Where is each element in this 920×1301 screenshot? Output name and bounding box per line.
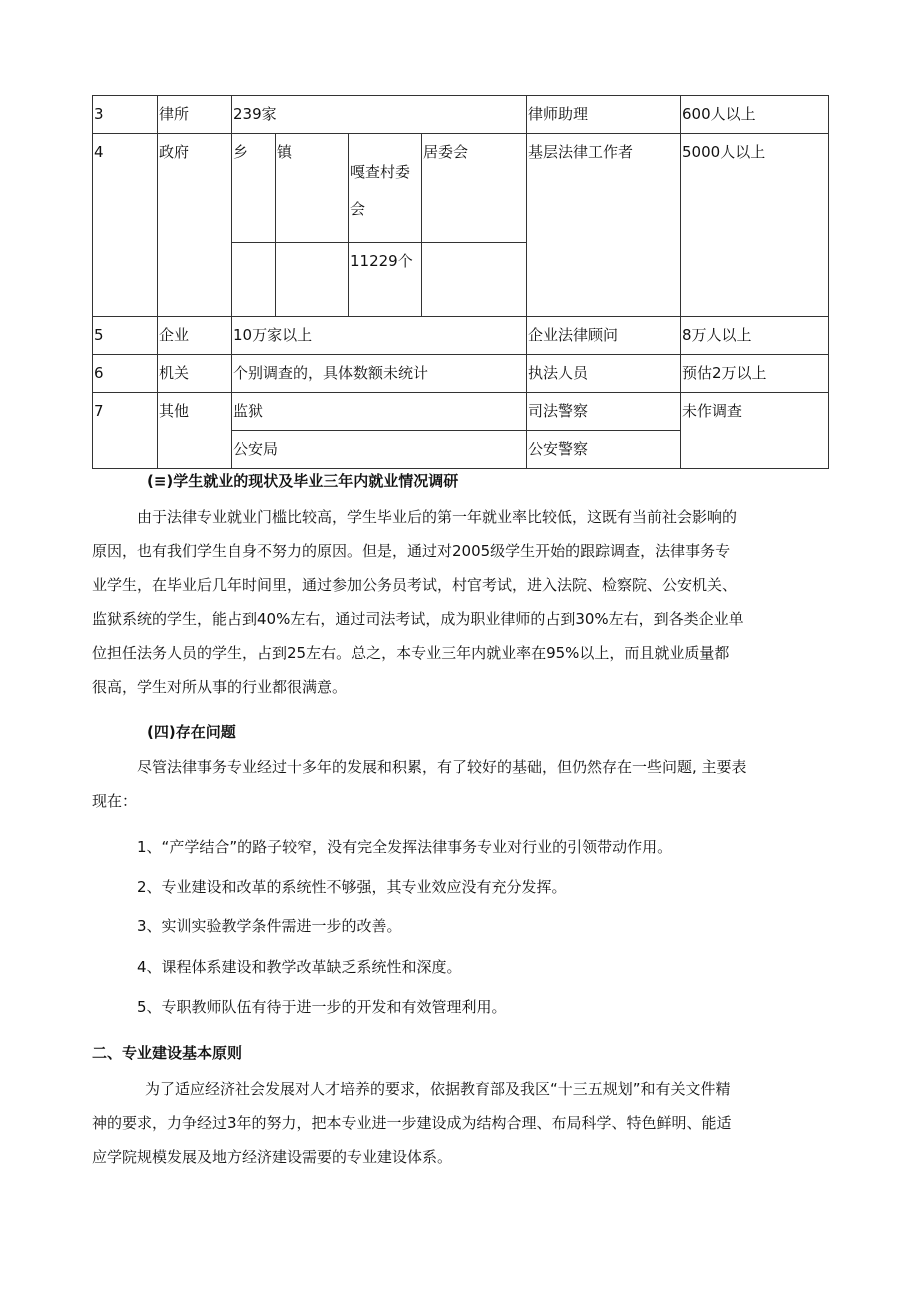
cell-no: 6 <box>93 355 158 393</box>
cell-role: 基层法律工作者 <box>527 134 681 317</box>
cell-sub-header: 乡 <box>232 134 276 243</box>
list-item: 5、专职教师队伍有待于进一步的开发和有效管理利用。 <box>137 998 507 1016</box>
cell-no: 7 <box>93 393 158 469</box>
cell-role: 执法人员 <box>527 355 681 393</box>
section3-heading: (≡)学生就业的现状及毕业三年内就业情况调研 <box>147 472 459 490</box>
paragraph-line: 监狱系统的学生，能占到40%左右，通过司法考试，成为职业律师的占到30%左右，到各类企业单 <box>92 610 744 628</box>
paragraph-line: 由于法律专业就业门槛比较高，学生毕业后的第一年就业率比较低，这既有当前社会影响的 <box>137 508 738 526</box>
cell-type: 其他 <box>158 393 232 469</box>
cell-type: 律所 <box>158 96 232 134</box>
paragraph-line: 尽管法律事务专业经过十多年的发展和积累，有了较好的基础，但仍然存在一些问题, 主要表 <box>137 758 747 776</box>
cell-no: 5 <box>93 317 158 355</box>
cell-type: 机关 <box>158 355 232 393</box>
cell-demand: 5000人以上 <box>681 134 829 317</box>
paragraph-line: 现在： <box>92 792 138 810</box>
paragraph-line: 原因，也有我们学生自身不努力的原因。但是，通过对2005级学生开始的跟踪调查，法律事务专 <box>92 542 731 560</box>
list-item: 1、“产学结合”的路子较窄，没有完全发挥法律事务专业对行业的引领带动作用。 <box>137 838 673 856</box>
table-row <box>93 393 829 431</box>
paragraph-line: 为了适应经济社会发展对人才培养的要求，依据教育部及我区“十三五规划”和有关文件精 <box>145 1080 731 1098</box>
cell-sub-value <box>276 243 349 317</box>
cell-no: 4 <box>93 134 158 317</box>
cell-type: 政府 <box>158 134 232 317</box>
paragraph-line: 业学生，在毕业后几年时间里，通过参加公务员考试，村官考试，进入法院、检察院、公安机关、 <box>92 576 738 594</box>
cell-demand: 8万人以上 <box>681 317 829 355</box>
table-row <box>93 134 829 243</box>
cell-no: 3 <box>93 96 158 134</box>
cell-count: 监狱 <box>232 393 527 431</box>
list-item: 4、课程体系建设和教学改革缺乏系统性和深度。 <box>137 958 462 976</box>
paragraph-line: 应学院规模发展及地方经济建设需要的专业建设体系。 <box>92 1148 453 1166</box>
cell-role: 公安警察 <box>527 431 681 469</box>
cell-type: 企业 <box>158 317 232 355</box>
cell-sub-header: 镇 <box>276 134 349 243</box>
cell-role: 律师助理 <box>527 96 681 134</box>
cell-count: 公安局 <box>232 431 527 469</box>
cell-count: 10万家以上 <box>232 317 527 355</box>
cell-demand: 预估2万以上 <box>681 355 829 393</box>
employment-table <box>92 95 829 469</box>
list-item: 2、专业建设和改革的系统性不够强，其专业效应没有充分发挥。 <box>137 878 567 896</box>
list-item: 3、实训实验教学条件需进一步的改善。 <box>137 917 402 935</box>
cell-role: 司法警察 <box>527 393 681 431</box>
cell-count: 个别调查的，具体数额未统计 <box>232 355 527 393</box>
cell-role: 企业法律顾问 <box>527 317 681 355</box>
table-row <box>93 96 829 134</box>
part2-heading: 二、专业建设基本原则 <box>92 1044 243 1062</box>
cell-demand: 600人以上 <box>681 96 829 134</box>
cell-sub-header: 居委会 <box>422 134 527 243</box>
cell-sub-value <box>422 243 527 317</box>
section4-heading: (四)存在问题 <box>147 723 236 741</box>
paragraph-line: 位担任法务人员的学生，占到25左右。总之，本专业三年内就业率在95%以上，而且就业质量都 <box>92 644 730 662</box>
paragraph-line: 很高，学生对所从事的行业都很满意。 <box>92 678 348 696</box>
table-row <box>93 355 829 393</box>
cell-sub-header: 嘎查村委会 <box>349 134 422 243</box>
cell-sub-value <box>232 243 276 317</box>
cell-demand: 未作调查 <box>681 393 829 469</box>
table-row <box>93 317 829 355</box>
cell-sub-value: 11229个 <box>349 243 422 317</box>
paragraph-line: 神的要求，力争经过3年的努力，把本专业进一步建设成为结构合理、布局科学、特色鲜明、能适 <box>92 1114 732 1132</box>
cell-count: 239家 <box>232 96 527 134</box>
